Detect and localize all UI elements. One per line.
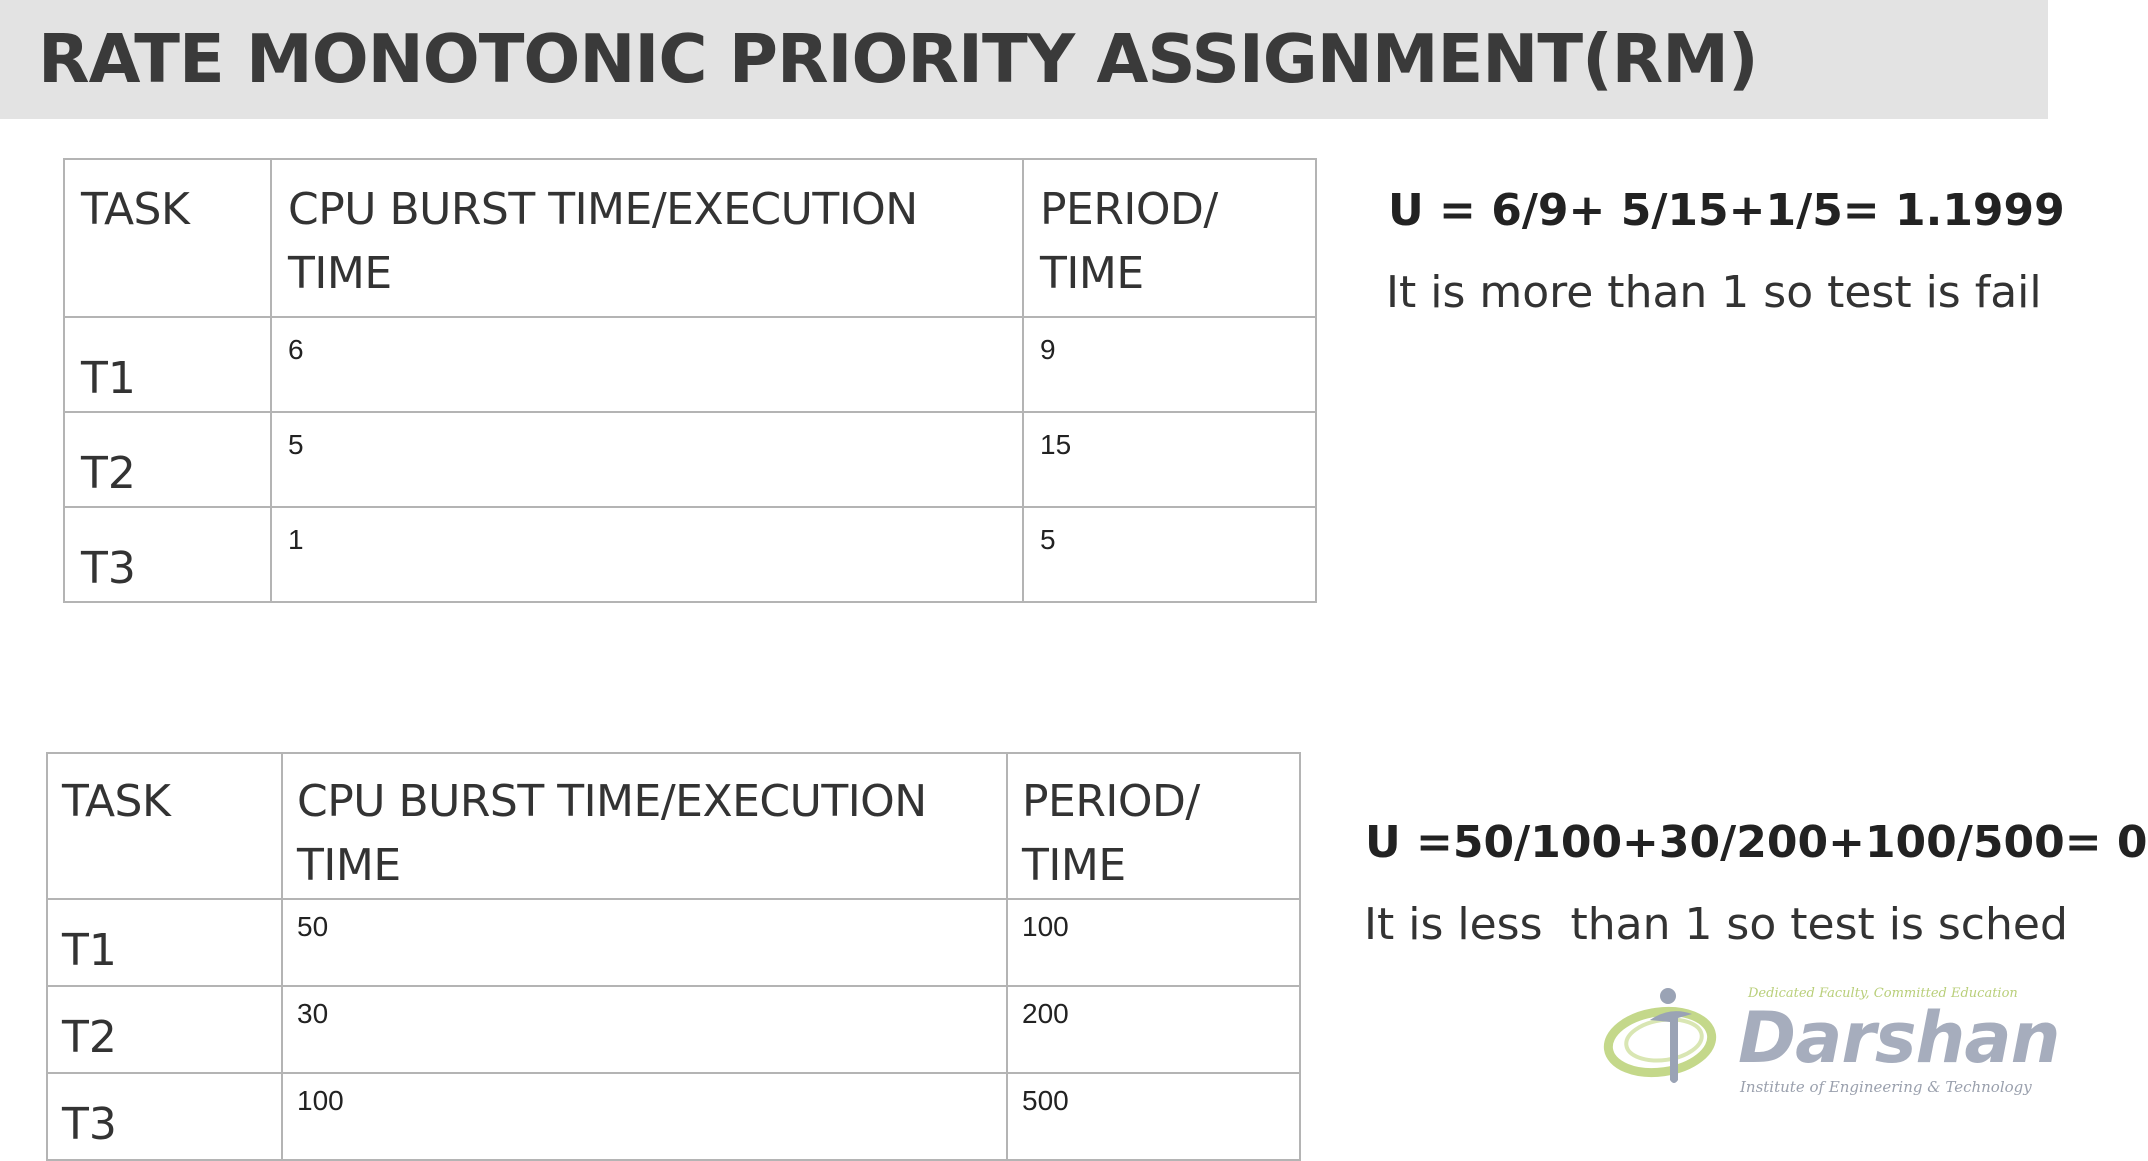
- logo-tagline: Dedicated Faculty, Committed Education: [1748, 986, 2018, 1001]
- period-cell: 100: [1007, 899, 1300, 986]
- burst-cell: 6: [271, 317, 1023, 412]
- darshan-logo: [1600, 980, 2060, 1100]
- logo-emblem-icon: [1600, 980, 1740, 1100]
- period-cell: 200: [1007, 986, 1300, 1073]
- task-table-2: [46, 752, 1301, 1161]
- header-cell-task: TASK: [47, 753, 282, 899]
- table-row: [64, 317, 1316, 412]
- table-row: [47, 986, 1300, 1073]
- task-cell: T2: [64, 412, 271, 507]
- header-cell-burst: CPU BURST TIME/EXECUTION TIME: [282, 753, 1007, 899]
- table-row: [64, 412, 1316, 507]
- table-row: [47, 1073, 1300, 1160]
- header-cell-task: TASK: [64, 159, 271, 317]
- task-cell: T3: [47, 1073, 282, 1160]
- test-result-2: It is less than 1 so test is sched: [1364, 899, 2068, 950]
- burst-cell: 50: [282, 899, 1007, 986]
- header-cell-period: PERIOD/ TIME: [1023, 159, 1316, 317]
- task-cell: T1: [47, 899, 282, 986]
- burst-cell: 5: [271, 412, 1023, 507]
- slide-title: RATE MONOTONIC PRIORITY ASSIGNMENT(RM): [38, 20, 1758, 98]
- burst-cell: 30: [282, 986, 1007, 1073]
- task-cell: T2: [47, 986, 282, 1073]
- title-bar: [0, 0, 2048, 119]
- test-result-1: It is more than 1 so test is fail: [1386, 267, 2042, 318]
- table-row: [47, 899, 1300, 986]
- period-cell: 9: [1023, 317, 1316, 412]
- utilization-formula-1: U = 6/9+ 5/15+1/5= 1.1999: [1388, 185, 2065, 236]
- burst-cell: 1: [271, 507, 1023, 602]
- task-table-1: [63, 158, 1317, 603]
- header-cell-burst: CPU BURST TIME/EXECUTION TIME: [271, 159, 1023, 317]
- period-cell: 500: [1007, 1073, 1300, 1160]
- burst-cell: 100: [282, 1073, 1007, 1160]
- period-cell: 5: [1023, 507, 1316, 602]
- table-header-row: [64, 159, 1316, 317]
- table-row: [64, 507, 1316, 602]
- logo-subtitle: Institute of Engineering & Technology: [1740, 1078, 2032, 1096]
- task-cell: T1: [64, 317, 271, 412]
- period-cell: 15: [1023, 412, 1316, 507]
- logo-name: Darshan: [1738, 997, 2060, 1079]
- header-cell-period: PERIOD/ TIME: [1007, 753, 1300, 899]
- task-cell: T3: [64, 507, 271, 602]
- utilization-formula-2: U =50/100+30/200+100/500= 0: [1365, 817, 2148, 868]
- table-header-row: [47, 753, 1300, 899]
